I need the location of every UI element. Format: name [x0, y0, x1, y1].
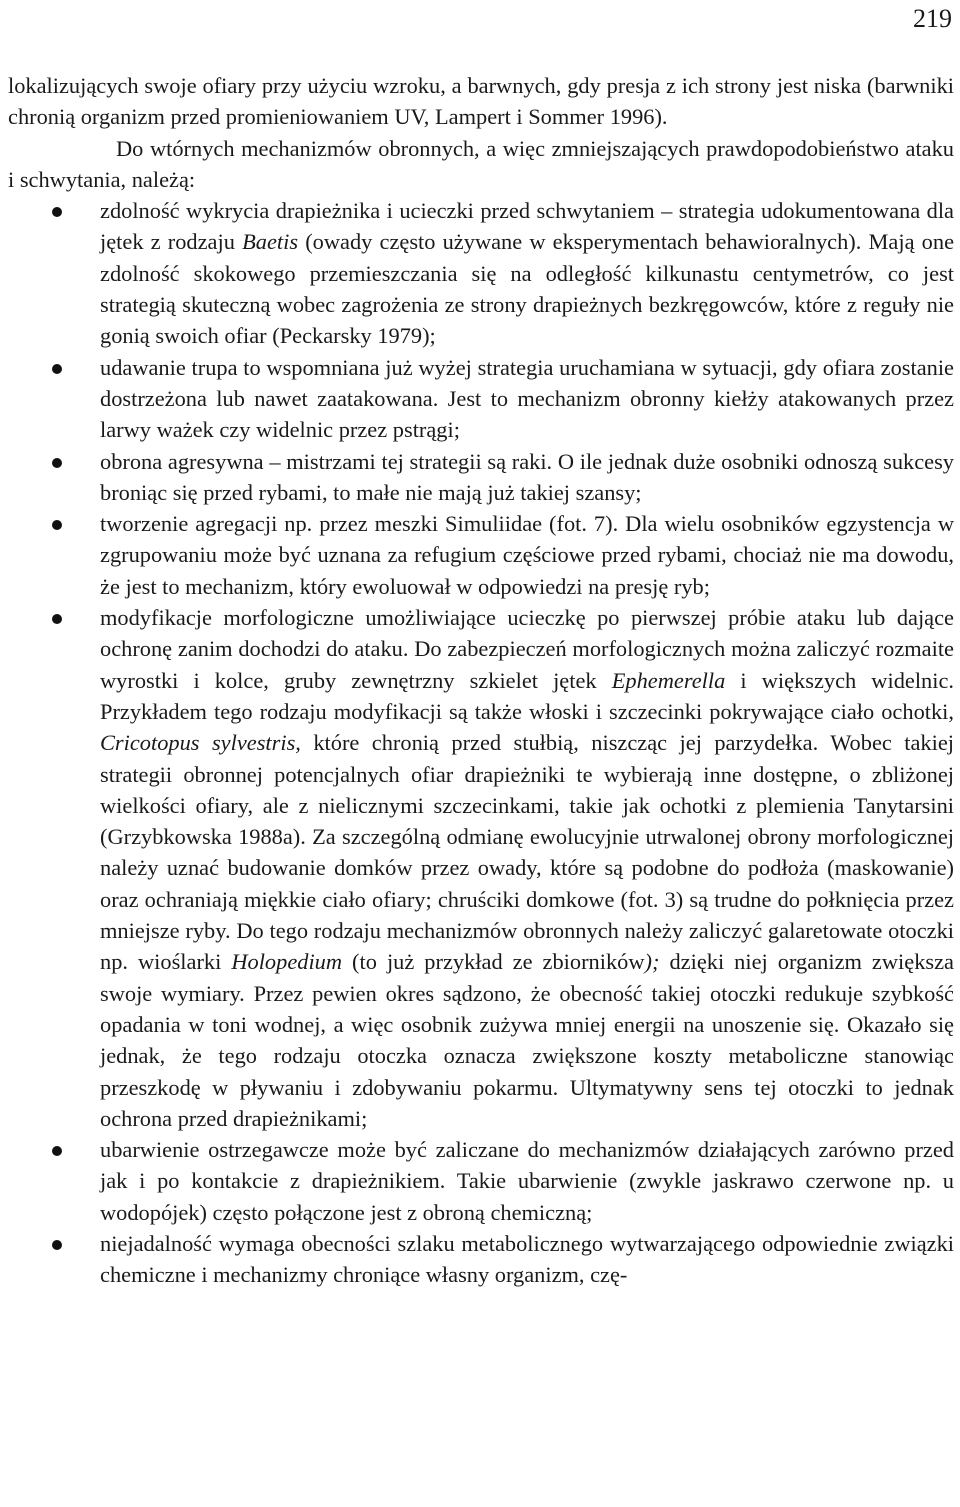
item-text: tworzenie agregacji np. przez meszki Simuliidae (fot. 7). Dla wielu osobników egzystencja w zgrupowaniu może być uznana za refugium częściowe przed rybami, chociaż nie ma dowodu, że jest to mechanizm, który ewoluował w odpowiedzi na presję ryb; — [100, 511, 954, 599]
item-text: niejadalność wymaga obecności szlaku metabolicznego wytwarzającego odpowiednie związki chemiczne i mechanizmy chroniące własny organizm, czę- — [100, 1230, 954, 1288]
list-item — [8, 602, 954, 1134]
bullet-icon — [52, 1240, 62, 1250]
bullet-list — [8, 195, 954, 1290]
list-item — [8, 1228, 954, 1291]
item-text: które chronią przed stułbią, niszcząc jej parzydełka. Wobec takiej strategii obronnej potencjalnych ofiar drapieżniki te wybierają inne dostępne, o zbliżonej wielkości ofiary, ale z nielicznymi szczecinkami, takie jak ochotki z plemienia Tanytarsini (Grzybkowska 1988a). Za szczególną odmianę ewolucyjnie utrwalonej obrony morfologicznej należy uznać budowanie domków przez owady, które są podobne do podłoża (maskowanie) oraz ochraniają miękkie ciało ofiary; chruściki domkowe (fot. 3) są trudne do połknięcia przez mniejsze ryby. Do tego rodzaju mechanizmów obronnych należy zaliczyć galaretowate otoczki np. wioślarki — [100, 730, 954, 975]
bullet-icon — [52, 520, 62, 530]
page-number: 219 — [913, 4, 952, 33]
list-item — [8, 446, 954, 509]
list-item — [8, 508, 954, 602]
species-name: Ephemerella — [611, 667, 726, 693]
list-item — [8, 195, 954, 351]
bullet-icon — [52, 458, 62, 468]
bullet-icon — [52, 614, 62, 624]
item-text: obrona agresywna – mistrzami tej strategii są raki. O ile jednak duże osobniki odnoszą sukcesy broniąc się przed rybami, to małe nie mają już takiej szansy; — [100, 448, 954, 505]
paragraph-continuation: lokalizujących swoje ofiary przy użyciu wzroku, a barwnych, gdy presja z ich strony jest niska (barwniki chronią organizm przed promieniowaniem UV, Lampert i Sommer 1996). — [8, 73, 954, 130]
item-text: zdolność wykrycia drapieżnika i ucieczki przed schwytaniem – strategia udokumentowana dla jętek z rodzaju — [100, 198, 954, 255]
page-text — [8, 70, 954, 1291]
item-text: modyfikacje morfologiczne umożliwiające ucieczkę po pierwszej próbie ataku lub dające ochronę zanim dochodzi do ataku. Do zabezpieczeń morfologicznych można zaliczyć rozmaite wyrostki i kolce, gruby zewnętrzny szkielet jętek — [100, 605, 954, 693]
species-name: Baetis — [242, 229, 299, 255]
list-item — [8, 352, 954, 446]
species-name: Cricotopus sylvestris, — [100, 730, 301, 756]
item-text: i większych widelnic. Przykładem tego rodzaju modyfikacji są także włoski i szczecinki pokrywające ciało ochotki, — [100, 667, 955, 724]
bullet-icon — [52, 364, 62, 374]
item-text: (owady często używane w eksperymentach behawioralnych). Mają one zdolność skokowego przemieszczania się na odległość kilkunastu centymetrów, co jest strategią skuteczną wobec zagrożenia ze strony drapieżnych bezkręgowców, które z reguły nie gonią swoich ofiar (Peckarsky 1979); — [100, 229, 955, 349]
bullet-icon — [52, 1146, 62, 1156]
item-text: udawanie trupa to wspomniana już wyżej strategia uruchamiana w sytuacji, gdy ofiara zostanie dostrzeżona lub nawet zaatakowana. Jest to mechanizm obronny kiełży atakowanych przez larwy ważek czy widelnic przez pstrągi; — [100, 354, 954, 443]
item-text: dzięki niej organizm zwiększa swoje wymiary. Przez pewien okres sądzono, że obecność takiej otoczki redukuje szybkość opadania w toni wodnej, a więc osobnik zużywa mniej energii na unoszenie się. Okazało się jednak, że tego rodzaju otoczka oznacza zwiększone koszty metaboliczne stanowiąc przeszkodę w pływaniu i zdobywaniu pokarmu. Ultymatywny sens tej otoczki to jednak ochrona przed drapieżnikami; — [100, 949, 954, 1131]
species-name: Holopedium — [231, 949, 343, 975]
item-text-italic: ); — [644, 949, 660, 975]
item-text: ubarwienie ostrzegawcze może być zaliczane do mechanizmów działających zarówno przed jak i po kontakcie z drapieżnikiem. Takie ubarwienie (zwykle jaskrawo czerwone np. u wodopójek) często połączone jest z obroną chemiczną; — [100, 1137, 954, 1225]
bullet-icon — [52, 207, 62, 217]
item-text: (to już przykład ze zbiorników — [342, 949, 645, 975]
paragraph-intro: Do wtórnych mechanizmów obronnych, a więc zmniejszających prawdopodobieństwo ataku i schwytania, należą: — [8, 135, 954, 192]
list-item — [8, 1134, 954, 1228]
